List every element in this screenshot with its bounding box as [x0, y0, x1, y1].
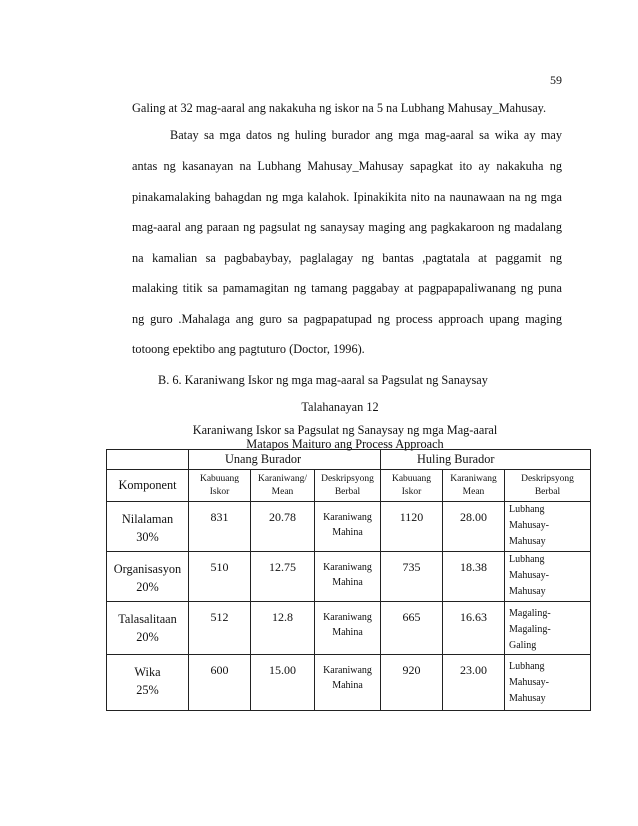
- kabuuang-cell: 600: [189, 655, 251, 711]
- deskripsyon-cell: Lubhang Mahusay- Mahusay: [505, 502, 591, 552]
- mean-cell: 12.75: [251, 552, 315, 602]
- group-header-row: [107, 450, 591, 470]
- table-row: [107, 502, 591, 552]
- column-header-row: [107, 470, 591, 502]
- deskripsyon-cell: Karaniwang Mahina: [315, 552, 381, 602]
- paragraph-line: malaking titik sa pamamagitan ng tamang paggabay at pagpapapaliwanang ng puna: [132, 281, 562, 295]
- group-header-unang: Unang Burador: [189, 450, 381, 470]
- paragraph-line: na kamalian sa pagbabaybay, paglalagay ng bantas ,pagtatala at paggamit ng: [132, 251, 562, 265]
- kabuuang-cell: 735: [381, 552, 443, 602]
- mean-cell: 18.38: [443, 552, 505, 602]
- paragraph-line: mag-aaral ang paraan ng pagsulat ng sanaysay maging ang pagkakaroon ng madalang: [132, 220, 562, 234]
- paragraph-line: ng guro .Mahalaga ang guro sa pagpapatupad ng process approach upang maging: [132, 312, 562, 326]
- kabuuang-cell: 512: [189, 602, 251, 655]
- table-label: Talahanayan 12: [301, 400, 379, 414]
- paragraph-line: Batay sa mga datos ng huling burador ang mga mag-aaral sa wika ay may: [170, 128, 562, 142]
- kabuuang-cell: 831: [189, 502, 251, 552]
- deskripsyon-cell: Lubhang Mahusay- Mahusay: [505, 552, 591, 602]
- group-header-huling: Huling Burador: [381, 450, 591, 470]
- header-deskripsyon: Deskripsyong Berbal: [315, 470, 381, 502]
- header-kabuuang-iskor: Kabuuang Iskor: [381, 470, 443, 502]
- header-kabuuang-iskor: Kabuuang Iskor: [189, 470, 251, 502]
- table-row: [107, 655, 591, 711]
- mean-cell: 28.00: [443, 502, 505, 552]
- paragraph-line: totoong epektibo ang pagtuturo (Doctor, 1996).: [132, 342, 365, 356]
- kabuuang-cell: 665: [381, 602, 443, 655]
- table-title: Karaniwang Iskor sa Pagsulat ng Sanaysay ng mga Mag-aaral: [192, 423, 498, 437]
- paragraph-line: Galing at 32 mag-aaral ang nakakuha ng iskor na 5 na Lubhang Mahusay_Mahusay.: [132, 101, 547, 115]
- komponent-cell: Organisasyon 20%: [107, 552, 189, 602]
- blank-header-cell: [107, 450, 189, 470]
- komponent-cell: Nilalaman 30%: [107, 502, 189, 552]
- deskripsyon-cell: Karaniwang Mahina: [315, 655, 381, 711]
- deskripsyon-cell: Magaling- Magaling- Galing: [505, 602, 591, 655]
- mean-cell: 16.63: [443, 602, 505, 655]
- paragraph-line: antas ng kasanayan na Lubhang Mahusay_Mahusay sapagkat ito ay nakakuha ng: [132, 159, 562, 173]
- header-komponent: Komponent: [107, 470, 189, 502]
- kabuuang-cell: 510: [189, 552, 251, 602]
- table-subtitle: Matapos Maituro ang Process Approach: [246, 437, 444, 451]
- section-heading: B. 6. Karaniwang Iskor ng mga mag-aaral sa Pagsulat ng Sanaysay: [158, 373, 488, 387]
- mean-cell: 15.00: [251, 655, 315, 711]
- komponent-cell: Talasalitaan 20%: [107, 602, 189, 655]
- deskripsyon-cell: Karaniwang Mahina: [315, 502, 381, 552]
- komponent-cell: Wika 25%: [107, 655, 189, 711]
- paragraph-line: pinakamalaking bahagdan ng mga kalahok. Ipinakikita nito na naunawaan na ng mga: [132, 190, 562, 204]
- kabuuang-cell: 920: [381, 655, 443, 711]
- score-table: [106, 449, 591, 711]
- table-row: [107, 602, 591, 655]
- mean-cell: 12.8: [251, 602, 315, 655]
- page-number: 59: [550, 73, 562, 87]
- header-mean: Karaniwang/ Mean: [251, 470, 315, 502]
- header-deskripsyon: Deskripsyong Berbal: [505, 470, 591, 502]
- mean-cell: 23.00: [443, 655, 505, 711]
- deskripsyon-cell: Karaniwang Mahina: [315, 602, 381, 655]
- table-row: [107, 552, 591, 602]
- kabuuang-cell: 1120: [381, 502, 443, 552]
- mean-cell: 20.78: [251, 502, 315, 552]
- deskripsyon-cell: Lubhang Mahusay- Mahusay: [505, 655, 591, 711]
- header-mean: Karaniwang Mean: [443, 470, 505, 502]
